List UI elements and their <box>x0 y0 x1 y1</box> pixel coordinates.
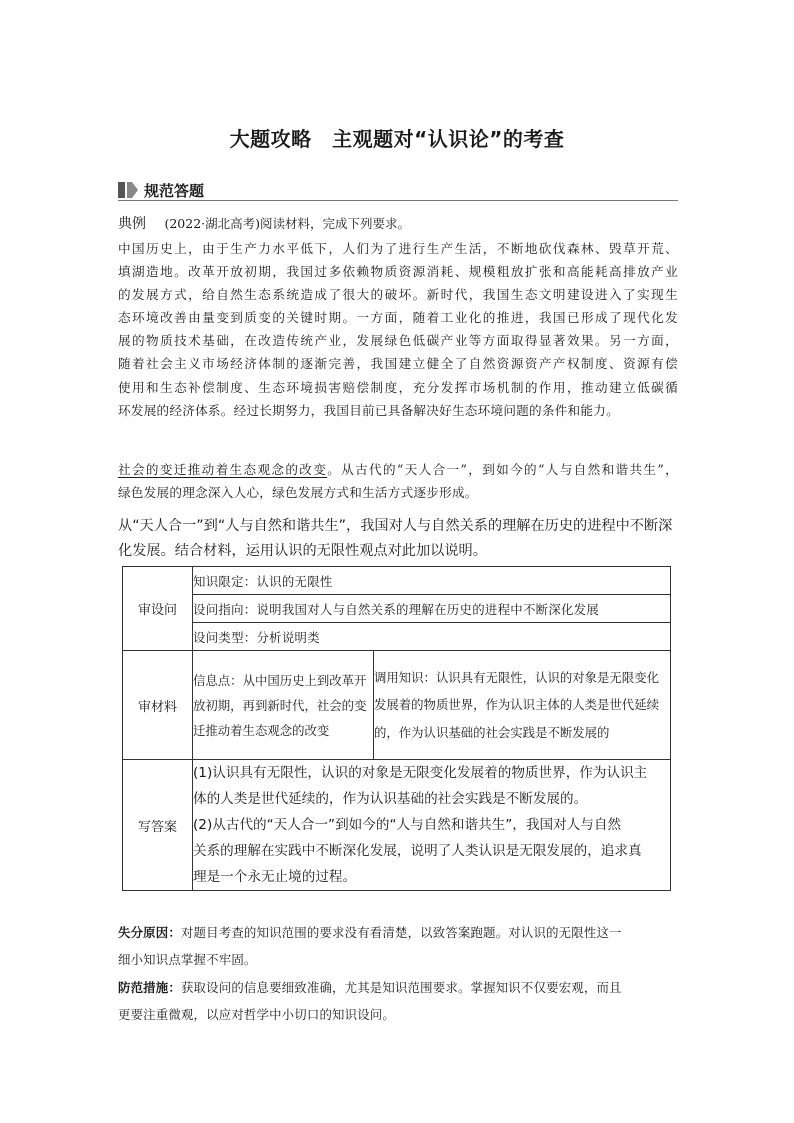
answer-line: 关系的理解在实践中不断深化发展，说明了人类认识是无限发展的，追求真 <box>193 843 642 859</box>
table-row <box>123 651 671 760</box>
knowledge-cell: 调用知识：认识具有无限性，认识的对象是无限变化发展着的物质世界，作为认识主体的人类是世代延续的，作为认识基础的社会实践是不断发展的 <box>374 651 671 760</box>
section-divider <box>118 200 678 201</box>
section-title: 规范答题 <box>144 181 205 200</box>
material-paragraph <box>118 237 678 422</box>
material-line: 的发展方式，给自然生态系统造成了很大的破坏。新时代，我国生态文明建设进入了实现生 <box>118 287 678 303</box>
underlined-phrase: 社会的变迁推动着生态观念的改变 <box>118 462 328 477</box>
question-text <box>118 514 678 564</box>
row-head-question: 审设问 <box>123 567 193 651</box>
material-line: 态环境改善由量变到质变的关键时期。一方面，随着工业化的推进，我国已形成了现代化发 <box>118 310 678 326</box>
question-item: 设问指向：说明我国对人与自然关系的理解在历史的进程中不断深化发展 <box>193 595 671 623</box>
loss-reason: 失分原因：对题目考查的知识范围的要求没有看清楚，以致答案跑题。对认识的无限性这一 细小知识点掌握不牢固。 <box>118 925 622 967</box>
material-line: 填湖造地。改革开放初期，我国过多依赖物质资源消耗、规模粗放扩张和高能耗高排放产业 <box>118 264 678 280</box>
question-item: 知识限定：认识的无限性 <box>193 567 671 595</box>
example-label: 典例 <box>118 216 146 232</box>
row-head-material: 审材料 <box>123 651 193 760</box>
example-intro <box>118 213 410 233</box>
prevention-label: 防范措施： <box>118 980 181 995</box>
material2-line: 社会的变迁推动着生态观念的改变。从古代的“天人合一”，到如今的“人与自然和谐共生”， <box>118 462 678 477</box>
material-line: 展的物质技术基础，在改造传统产业，发展绿色低碳产业等方面取得显著效果。另一方面， <box>118 333 678 349</box>
question-line: 从“天人合一”到“人与自然和谐共生”，我国对人与自然关系的理解在历史的进程中不断深 <box>118 518 673 534</box>
answer-cell <box>193 760 671 891</box>
prevention-measures: 防范措施：获取设问的信息要细致准确，尤其是知识范围要求。掌握知识不仅要宏观，而且 更要注重微观，以应对哲学中小切口的知识设问。 <box>118 980 622 1022</box>
answer-line: (1)认识具有无限性，认识的对象是无限变化发展着的物质世界，作为认识主 <box>193 765 648 781</box>
material-line: 环发展的经济体系。经过长期努力，我国目前已具备解决好生态环境问题的条件和能力。 <box>118 402 619 418</box>
loss-label: 失分原因： <box>118 925 181 940</box>
material-line: 使用和生态补偿制度、生态环境损害赔偿制度，充分发挥市场机制的作用，推动建立低碳循 <box>118 379 678 395</box>
answer-line: (2)从古代的“天人合一”到如今的“人与自然和谐共生”，我国对人与自然 <box>193 817 622 833</box>
section-marker-icon <box>118 182 138 198</box>
answer-line: 体的人类是世代延续的，作为认识基础的社会实践是不断发展的。 <box>193 791 588 807</box>
analysis-table <box>122 566 671 891</box>
example-source: (2022·湖北高考)阅读材料，完成下列要求。 <box>164 216 410 231</box>
page-title: 大题攻略 主观题对“认识论”的考查 <box>229 127 565 151</box>
material-line: 随着社会主义市场经济体制的逐渐完善，我国建立健全了自然资源资产产权制度、资源有偿 <box>118 356 678 372</box>
table-row <box>123 760 671 891</box>
table-row <box>123 623 671 651</box>
table-row <box>123 595 671 623</box>
table-row <box>123 567 671 595</box>
row-head-answer: 写答案 <box>123 760 193 891</box>
answer-line: 理是一个永无止境的过程。 <box>193 869 357 885</box>
question-item: 设问类型：分析说明类 <box>193 623 671 651</box>
material-paragraph-2 <box>118 458 678 504</box>
material2-line: 绿色发展的理念深入人心，绿色发展方式和生活方式逐步形成。 <box>118 485 478 501</box>
question-line: 化发展。结合材料，运用认识的无限性观点对此加以说明。 <box>118 543 487 559</box>
material-line: 中国历史上，由于生产力水平低下，人们为了进行生产生活，不断地砍伐森林、毁草开荒、 <box>118 241 678 256</box>
section-header <box>118 180 678 200</box>
info-point-cell: 信息点：从中国历史上到改革开放初期，再到新时代，社会的变迁推动着生态观念的改变 <box>193 651 374 760</box>
